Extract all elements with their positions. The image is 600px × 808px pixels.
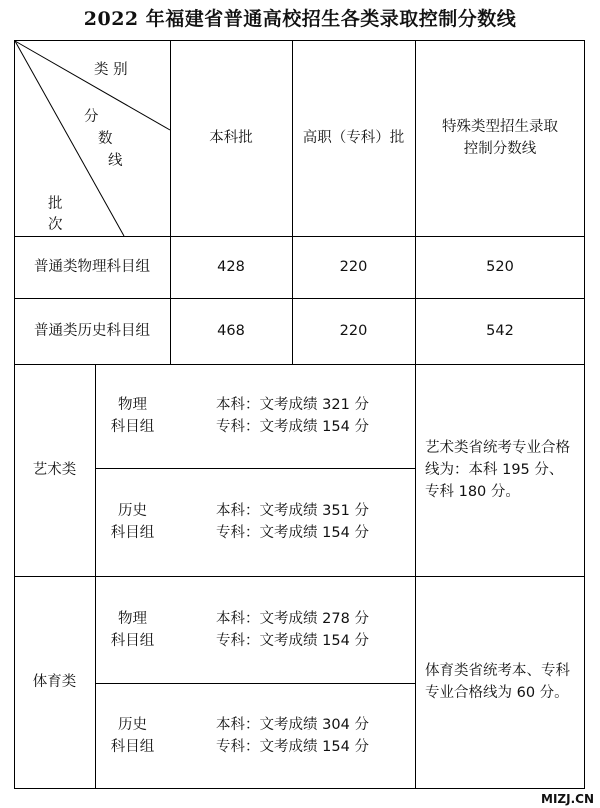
header-score-char: 数 [98, 131, 113, 147]
group-name-line: 科目组 [110, 525, 155, 541]
sports-note: 体育类省统考本、专科专业合格线为 60 分。 [425, 663, 570, 701]
header-category-label: 类 别 [94, 62, 128, 78]
header-score-char: 分 [84, 109, 99, 125]
art-label: 艺术类 [32, 462, 77, 478]
art-physics-scores [170, 364, 415, 468]
diagonal-header-lines [14, 40, 171, 237]
sports-history-scores [170, 683, 415, 788]
header-score-char: 线 [108, 153, 123, 169]
score-line: 本科：文考成绩 278 分 [216, 610, 369, 627]
group-name-line: 科目组 [110, 632, 155, 649]
score-line: 专科：文考成绩 154 分 [216, 632, 369, 649]
group-name-line: 物理 [118, 610, 147, 627]
site-watermark: MIZJ.CN [541, 792, 594, 806]
group-name-line: 历史 [118, 716, 147, 733]
score-line: 本科：文考成绩 304 分 [216, 716, 369, 733]
page-title: 2022 年福建省普通高校招生各类录取控制分数线 [83, 8, 517, 30]
score-line: 专科：文考成绩 154 分 [216, 419, 369, 435]
row-label: 普通类历史科目组 [34, 323, 150, 339]
header-special [415, 40, 585, 236]
score-special: 542 [486, 323, 514, 339]
group-name-line: 科目组 [110, 419, 155, 435]
score-line: 本科：文考成绩 351 分 [216, 503, 369, 519]
score-vocational: 220 [339, 259, 368, 275]
art-physics-group [95, 364, 170, 468]
score-table [14, 40, 585, 789]
sports-label: 体育类 [32, 674, 77, 690]
row-label: 普通类物理科目组 [34, 259, 150, 275]
header-special-line: 特殊类型招生录取 [442, 119, 558, 135]
header-batch-char: 次 [48, 217, 63, 233]
score-special: 520 [486, 259, 514, 275]
score-line: 本科：文考成绩 321 分 [216, 397, 369, 413]
group-name-line: 科目组 [110, 738, 155, 755]
header-batch-char: 批 [48, 196, 63, 212]
score-undergrad: 428 [217, 259, 245, 275]
header-undergrad: 本科批 [209, 130, 253, 146]
header-special-line: 控制分数线 [463, 141, 537, 157]
art-history-group [95, 468, 170, 576]
header-vocational: 高职（专科）批 [302, 130, 405, 146]
group-name-line: 历史 [118, 503, 147, 519]
score-line: 专科：文考成绩 154 分 [216, 738, 369, 755]
art-note: 艺术类省统考专业合格线为：本科 195 分、专科 180 分。 [425, 440, 570, 500]
sports-physics-scores [170, 576, 415, 683]
art-history-scores [170, 468, 415, 576]
score-undergrad: 468 [217, 323, 245, 339]
table-border-bottom [14, 788, 585, 789]
score-line: 专科：文考成绩 154 分 [216, 525, 369, 541]
group-name-line: 物理 [118, 397, 147, 413]
score-vocational: 220 [339, 323, 368, 339]
sports-physics-group [95, 576, 170, 683]
sports-history-group [95, 683, 170, 788]
